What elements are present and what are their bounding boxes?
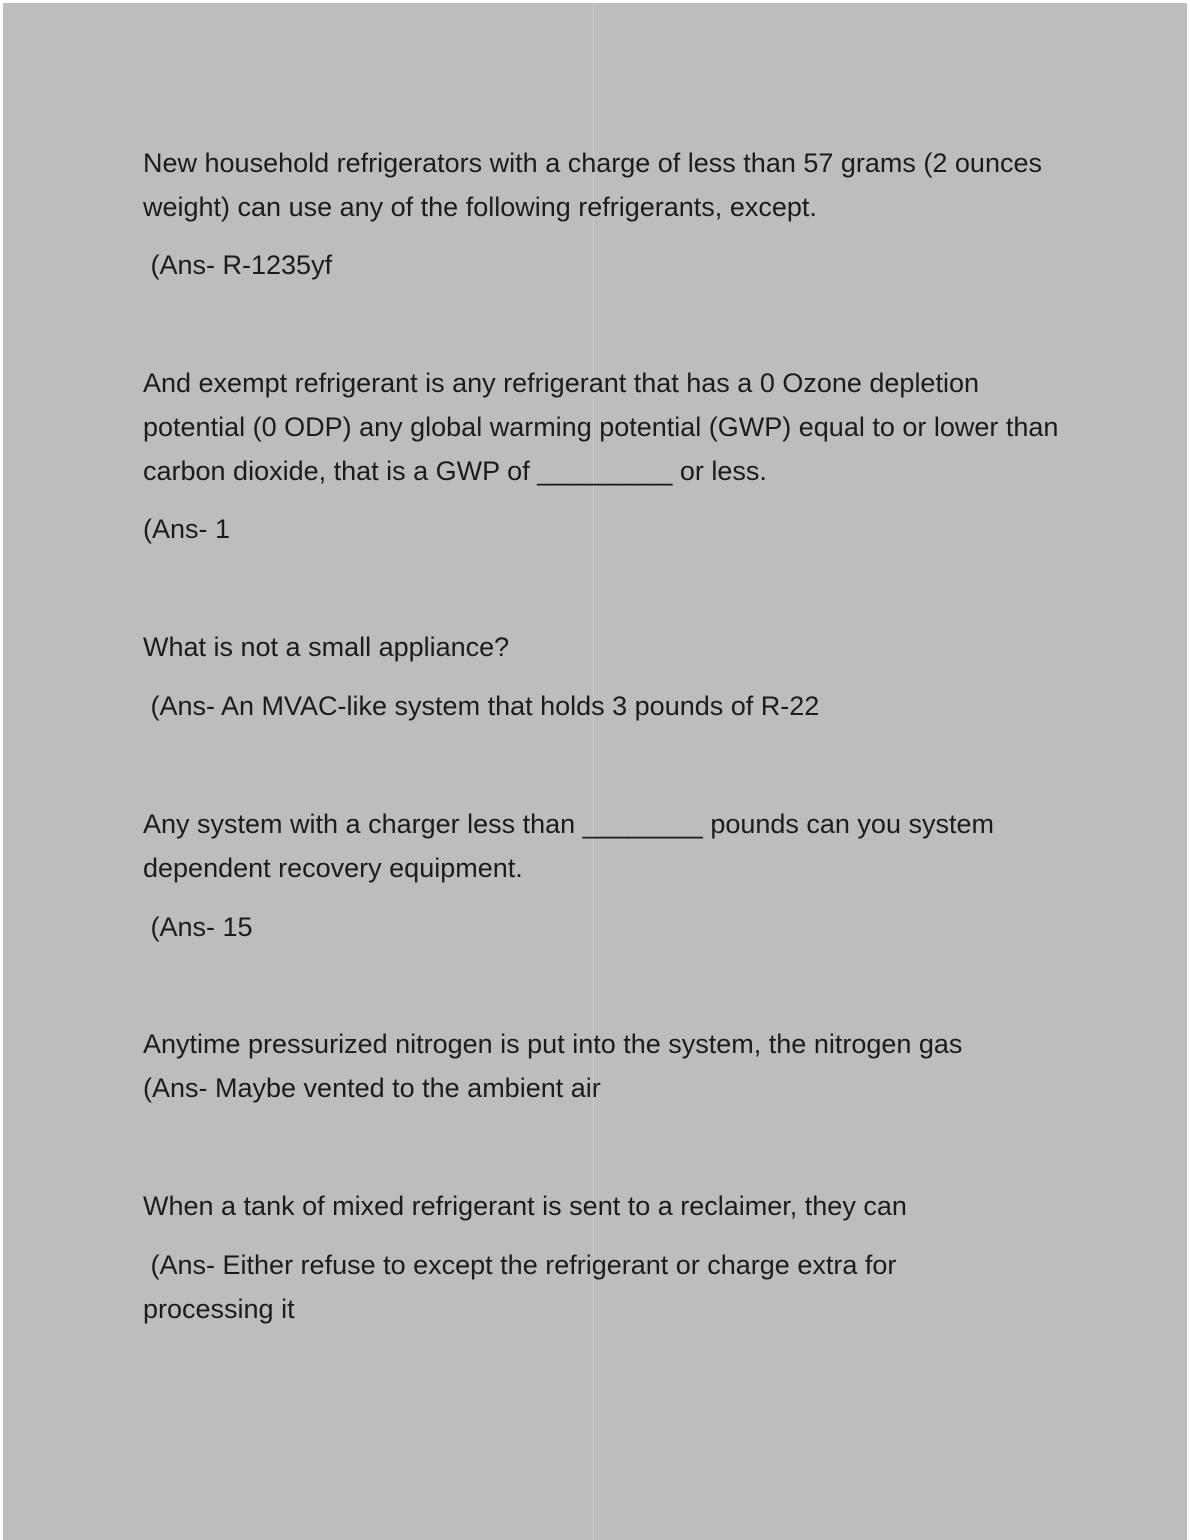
answer-1: (Ans- R-1235yf xyxy=(143,250,333,280)
answer-2: (Ans- 1 xyxy=(143,514,231,544)
question-5: Anytime pressurized nitrogen is put into the system, the nitrogen gas xyxy=(143,1029,963,1059)
question-4: Any system with a charger less than ________ pounds can you system dependent recovery equipment. xyxy=(143,809,994,883)
answer-4: (Ans- 15 xyxy=(143,912,253,942)
question-2: And exempt refrigerant is any refrigerant that has a 0 Ozone depletion potential (0 ODP) any global warming potential (GWP) equal to or lower than carbon dioxide, that is a GWP of _________ or less. xyxy=(143,368,1059,486)
document-page xyxy=(3,3,1187,1540)
answer-3: (Ans- An MVAC-like system that holds 3 pounds of R-22 xyxy=(143,691,820,721)
question-1: New household refrigerators with a charge of less than 57 grams (2 ounces weight) can use any of the following refrigerants, except. xyxy=(143,148,1042,222)
answer-5: (Ans- Maybe vented to the ambient air xyxy=(143,1073,601,1103)
question-3: What is not a small appliance? xyxy=(143,632,510,662)
question-6: When a tank of mixed refrigerant is sent to a reclaimer, they can xyxy=(143,1191,907,1221)
answer-6: (Ans- Either refuse to except the refrigerant or charge extra for processing it xyxy=(143,1250,904,1324)
